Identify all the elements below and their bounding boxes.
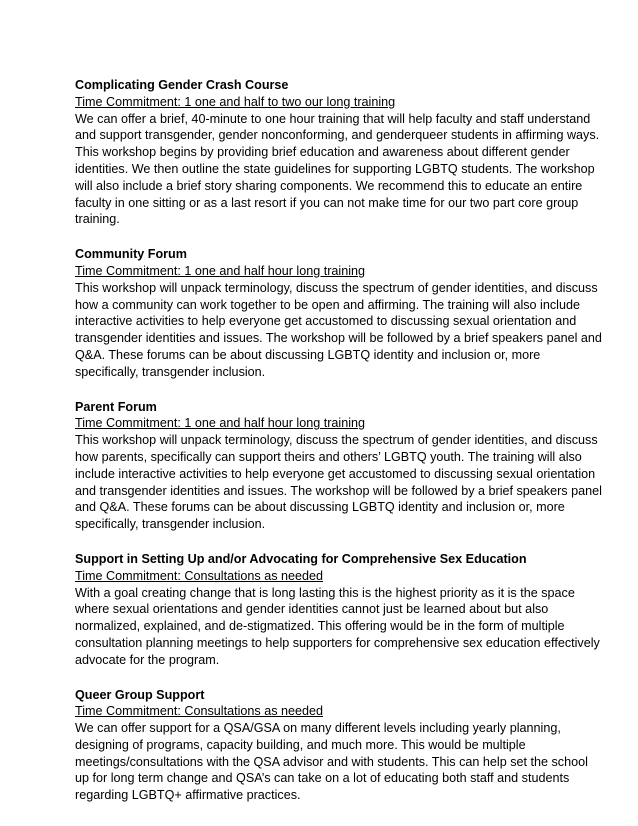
section-title: Support in Setting Up and/or Advocating for Comprehensive Sex Education [75, 551, 527, 566]
section-title: Complicating Gender Crash Course [75, 78, 289, 92]
section-body: This workshop will unpack terminology, discuss the spectrum of gender identities, and discuss how a community can work together to be open and affirming. The training will also include interactive activities to help everyone get accustomed to discussing sexual orientation and transgender identities and issues. The workshop will be followed by a brief speakers panel and Q&A. These forums can be about discussing LGBTQ identity and inclusion or, more specifically, transgender inclusion. [75, 280, 602, 379]
section-queer-group-support [75, 687, 598, 805]
section-body: We can offer a brief, 40-minute to one hour training that will help faculty and staff understand and support transgender, gender nonconforming, and genderqueer students in affirming ways. This workshop begins by providing brief education and awareness about different gender identities. We then outline the state guidelines for supporting LGBTQ students. The workshop will also include a brief story sharing components. We recommend this to educate an entire faculty in one sitting or as a last resort if you can not make time for our two part core group training. [75, 111, 600, 227]
section-body: We can offer support for a QSA/GSA on many different levels including yearly planning, designing of programs, capacity building, and much more. This would be multiple meetings/consultations with the QSA advisor and with students. This can help set the school up for long term change and QSA’s can take on a lot of educating both staff and students regarding LGBTQ+ affirmative practices. [75, 721, 588, 803]
time-commitment: Time Commitment: 1 one and half hour long training [75, 263, 366, 278]
section-parent-forum [75, 399, 602, 533]
time-commitment: Time Commitment: Consultations as needed [75, 568, 324, 583]
section-community-forum [75, 246, 602, 380]
time-commitment: Time Commitment: Consultations as needed [75, 704, 324, 719]
section-title: Community Forum [75, 247, 187, 262]
section-title: Parent Forum [75, 399, 157, 414]
section-body: This workshop will unpack terminology, discuss the spectrum of gender identities, and discuss how parents, specifically can support theirs and others’ LGBTQ youth. The training will also include interactive activities to help everyone get accustomed to discussing sexual orientation and transgender identities and issues. The workshop will be followed by a brief speakers panel and Q&A. These forums can be about discussing LGBTQ identity and inclusion or, more specifically, transgender inclusion. [75, 433, 602, 532]
time-commitment: Time Commitment: 1 one and half hour long training [75, 416, 366, 431]
section-complicating-gender [75, 77, 598, 228]
section-body: With a goal creating change that is long lasting this is the highest priority as it is the space where sexual orientations and gender identities cannot just be learned about but also normalized, explained, and de-stigmatized. This offering would be in the form of multiple consultation planning meetings to help supporters for comprehensive sex education effectively advocate for the program. [75, 585, 600, 667]
section-sex-education [75, 551, 598, 669]
time-commitment: Time Commitment: 1 one and half to two our long training [75, 94, 396, 109]
section-title: Queer Group Support [75, 687, 205, 702]
